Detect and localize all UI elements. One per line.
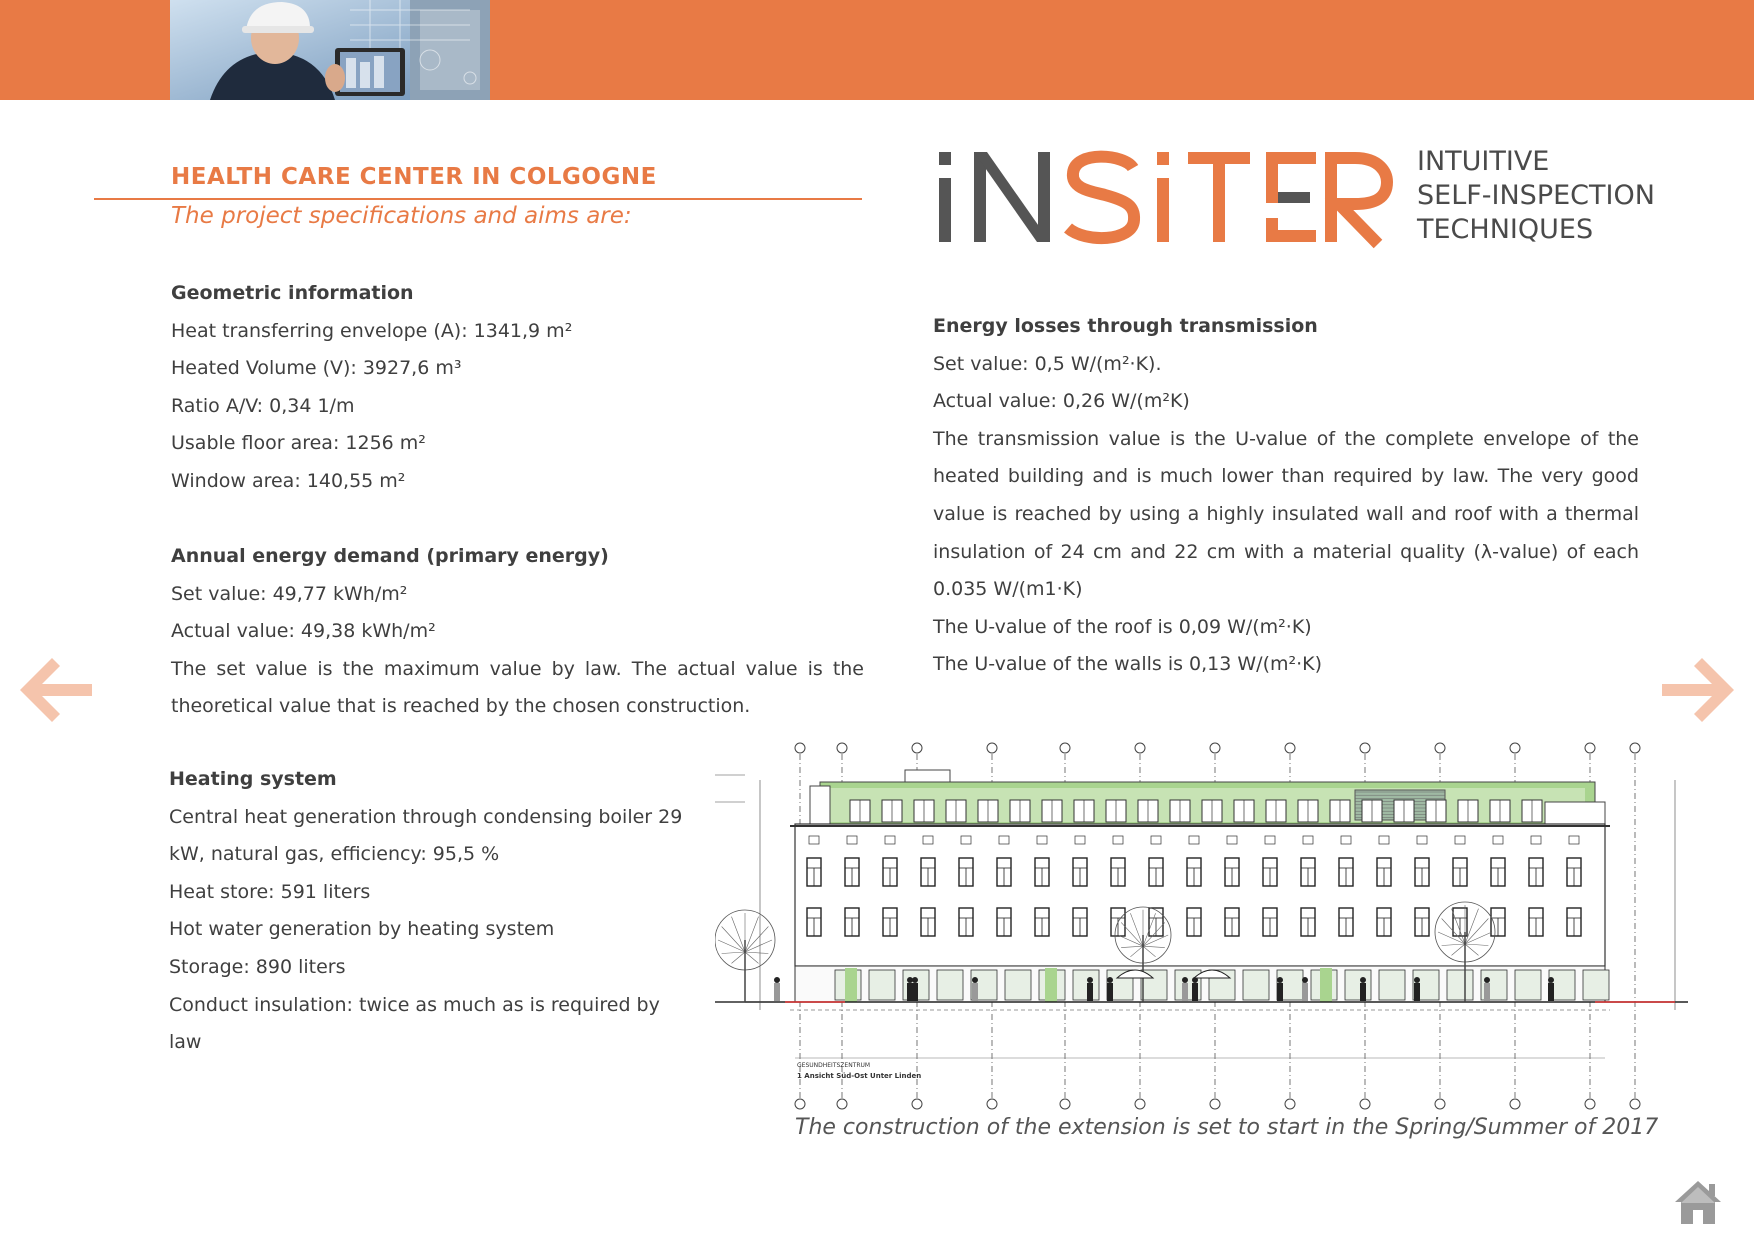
- header-photo: [170, 0, 490, 100]
- heating-item: Hot water generation by heating system: [169, 918, 555, 941]
- prev-page-button[interactable]: [18, 655, 94, 725]
- geometric-item: Usable floor area: 1256 m²: [171, 432, 426, 455]
- roof-u-value: The U-value of the roof is 0,09 W/(m²·K): [933, 615, 1312, 638]
- building-elevation-drawing: [715, 740, 1688, 1112]
- arrow-left-icon: [18, 655, 94, 725]
- home-button[interactable]: [1673, 1178, 1723, 1226]
- geometric-item: Ratio A/V: 0,34 1/m: [171, 394, 355, 417]
- transmission-description: The transmission value is the U-value of the complete envelope of the heated building and is much lower than required by law. The very good value is reached by using a highly insulated wall and roof with a thermal insulation of 24 cm and 22 cm with a material quality (λ-value) of each 0.035 W/(m1·K): [933, 427, 1639, 601]
- page-subtitle: The project specifications and aims are:: [171, 203, 632, 229]
- title-underline: [94, 198, 862, 200]
- section-heading: Energy losses through transmission: [933, 315, 1318, 337]
- drawing-caption: The construction of the extension is set to start in the Spring/Summer of 2017: [795, 1115, 1659, 1140]
- tagline-line: SELF-INSPECTION: [1417, 180, 1655, 211]
- arrow-right-icon: [1660, 655, 1736, 725]
- actual-value: Actual value: 49,38 kWh/m²: [171, 620, 436, 643]
- tagline-line: TECHNIQUES: [1417, 214, 1594, 245]
- section-heading: Geometric information: [171, 282, 414, 304]
- page-title: HEALTH CARE CENTER IN COLGOGNE: [171, 164, 657, 190]
- geometric-item: Heated Volume (V): 3927,6 m³: [171, 357, 462, 380]
- walls-u-value: The U-value of the walls is 0,13 W/(m²·K): [933, 653, 1323, 676]
- home-icon: [1673, 1178, 1723, 1226]
- geometric-section: [171, 275, 771, 501]
- tagline-line: INTUITIVE: [1417, 146, 1550, 177]
- energy-demand-description: The set value is the maximum value by law. The actual value is the theoretical value that is reached by the chosen construction.: [171, 657, 864, 718]
- heating-section: [169, 761, 689, 1062]
- actual-value: Actual value: 0,26 W/(m²K): [933, 390, 1190, 413]
- geometric-item: Window area: 140,55 m²: [171, 469, 406, 492]
- drawing-label: GESUNDHEITSZENTRUM: [797, 1062, 871, 1069]
- geometric-item: Heat transferring envelope (A): 1341,9 m²: [171, 319, 573, 342]
- heating-item: Central heat generation through condensing boiler 29 kW, natural gas, efficiency: 95,5 %: [169, 805, 683, 866]
- logo-tagline: [1417, 145, 1655, 247]
- transmission-section: [933, 308, 1639, 684]
- drawing-label: 1 Ansicht Süd-Ost Unter Linden: [797, 1072, 922, 1080]
- next-page-button[interactable]: [1660, 655, 1736, 725]
- section-heading: Annual energy demand (primary energy): [171, 545, 609, 567]
- heating-item: Heat store: 591 liters: [169, 880, 371, 903]
- set-value: Set value: 49,77 kWh/m²: [171, 582, 408, 605]
- heating-item: Storage: 890 liters: [169, 955, 346, 978]
- heating-item: Conduct insulation: twice as much as is required by law: [169, 993, 660, 1054]
- energy-demand-section: [171, 538, 864, 726]
- set-value: Set value: 0,5 W/(m²·K).: [933, 352, 1162, 375]
- logo-wordmark: [1405, 138, 1406, 139]
- section-heading: Heating system: [169, 768, 337, 790]
